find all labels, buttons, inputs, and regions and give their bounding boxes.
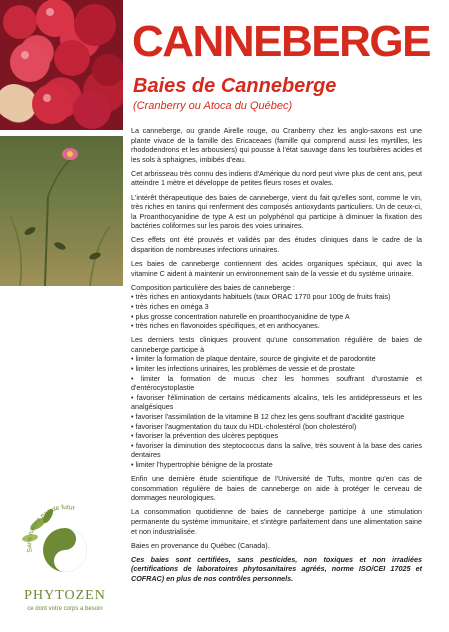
list-item: • très riches en flavonoides spécifiques, et en anthocyanes. [131,321,422,331]
tests-intro: Les derniers tests cliniques prouvent qu'une consommation régulière de baies de canneberge participe à [131,335,422,354]
logo-brand-name: PHYTOZEN [24,588,106,603]
list-item: • plus grosse concentration naturelle en proanthocyanidine de type A [131,312,422,322]
list-item: • limiter la formation de mucus chez les hommes souffrant d'urostamie et d'entérocystoplastie [131,374,422,393]
composition-list [131,292,422,330]
list-item: • limiter l'hypertrophie bénigne de la prostate [131,460,422,470]
phytozen-logo [10,492,120,620]
list-item: • très riches en antioxydants habituels (taux ORAC 1770 pour 100g de fruits frais) [131,292,422,302]
list-item: • favoriser l'assimilation de la vitamine B 12 chez les gens souffrant d'acidité gastrique [131,412,422,422]
certification-statement: Ces baies sont certifiées, sans pesticides, non toxiques et non irradiées (certifications de laboratoires phytosanitaires agréés, norme ISO/CEI 17025 et COFRAC) en plus de nos contrôles personnels. [131,554,422,583]
paragraph-studies: Ces effets ont été prouvés et validés par des études cliniques dans le cadre de la disparition de nombreuses infections urinaires. [131,235,422,255]
article-body [131,126,422,588]
logo-tagline: ce dont votre corps a besoin [27,606,103,612]
benefits-list [131,354,422,469]
list-item: • limiter la formation de plaque dentaire, source de gingivite et de parodontite [131,354,422,364]
paragraph-tufts: Enfin une dernière étude scientifique de l'Université de Tufts, montre qu'en cas de consommation régulière de baies de canneberge on aide à protéger le cerveau de dommages neurologiques. [131,474,422,503]
paragraph-shrub: Cet arbrisseau très connu des indiens d'Amérique du nord peut vivre plus de cent ans, peut atteindre 1 mètre et développe de petites fleurs roses et ovales. [131,168,422,188]
list-item: • très riches en oméga 3 [131,302,422,312]
paragraph-intro: La canneberge, ou grande Airelle rouge, ou Cranberry chez les anglo-saxons est une plante vivace de la famille des Ericaceaes (famille qui comprend aussi les myrtilles, les rhododendrons et les arbousiers) qui pousse à l'état sauvage dans les tourbières acides et les sols à sphaignes, imbibés d'eau. [131,126,422,164]
list-item: • favoriser la diminution des steptococcus dans la salive, très souvent à la base des caries dentaires [131,441,422,460]
cranberries-photo [0,0,123,130]
paragraph-therapeutic: L'intérêt thérapeutique des baies de canneberge, vient du fait qu'elles sont, comme le vin, très riches en tanins qui renferment des composés antioxydants particuliers. Un de ceux-ci, la Proanthocyanidine de type A est un polyphénol qui participe à diminuer la fixation des bactéries coliformes sur les parois des voies urinaires. [131,192,422,231]
logo-arc-text: Sans nature pas de futur [26,504,76,553]
list-item: • favoriser l'élimination de certains médicaments alcalins, tels les antidépresseurs et les analgésiques [131,393,422,412]
list-item: • favoriser la prévention des ulcères peptiques [131,431,422,441]
paragraph-immune: La consommation quotidienne de baies de canneberge participe à une stimulation permanente du système immunitaire, et s'intègre parfaitement dans une alimentation saine et non industrialisée. [131,507,422,536]
cranberry-plant-photo [0,136,123,286]
page-subtitle: Baies de Canneberge [133,75,337,97]
page-subsubtitle: (Cranberry ou Atoca du Québec) [133,100,293,112]
list-item: • favoriser l'augmentation du taux du HDL-cholestérol (bon cholestérol) [131,422,422,432]
paragraph-origin: Baies en provenance du Québec (Canada). [131,540,270,550]
list-item: • limiter les infections urinaires, les problèmes de vessie et de prostate [131,364,422,374]
page-title: CANNEBERGE [132,17,430,66]
composition-intro: Composition particulière des baies de canneberge : [131,282,295,292]
paragraph-acids: Les baies de canneberge contiennent des acides organiques spéciaux, qui avec la vitamine C aident à maintenir un environnement sain de la vessie et du système urinaire. [131,259,422,278]
